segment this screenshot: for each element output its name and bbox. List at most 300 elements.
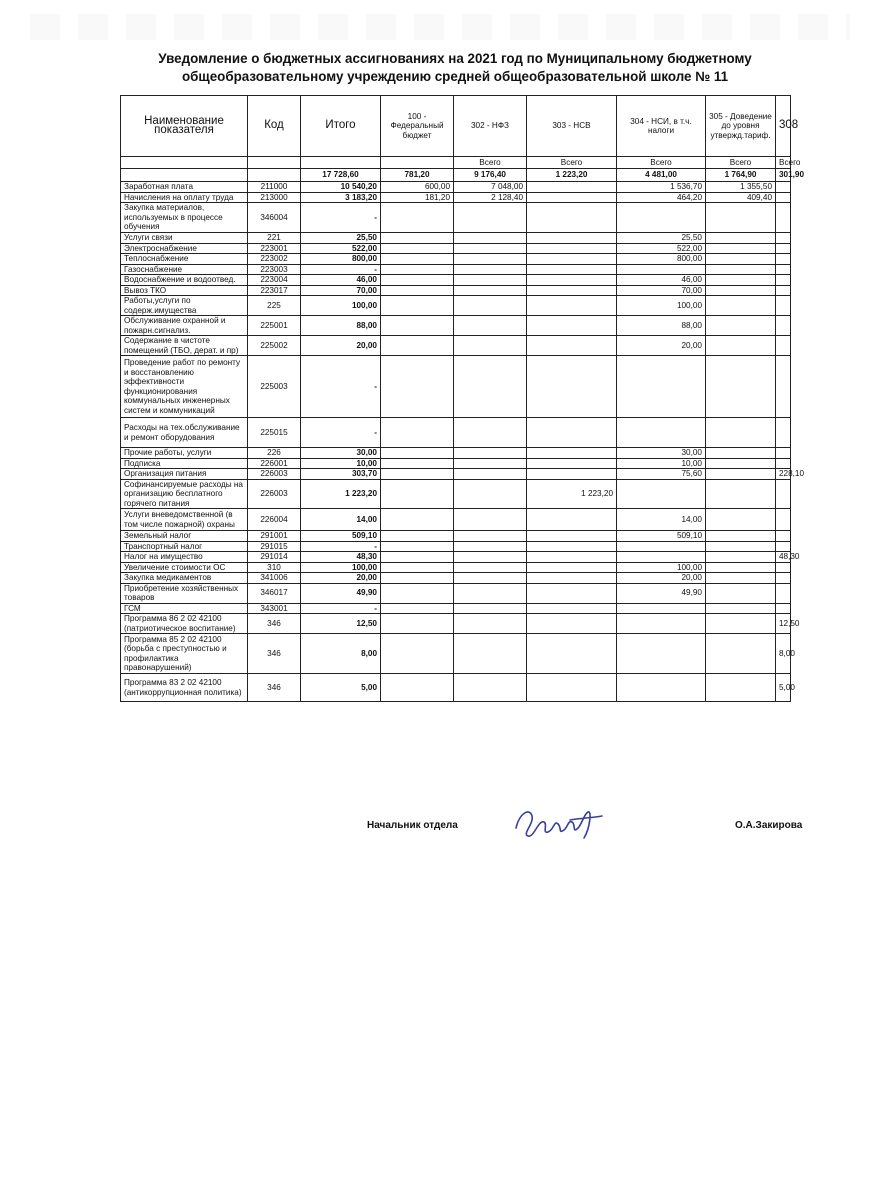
row-nsv [527,583,617,603]
row-total: 509,10 [301,531,381,542]
row-nsv [527,634,617,674]
row-nsv [527,418,617,448]
row-code: 346 [248,634,301,674]
row-federal [381,458,454,469]
row-tariff [706,285,776,296]
table-row [121,614,791,634]
row-total: - [301,264,381,275]
row-tariff [706,316,776,336]
row-nsv [527,275,617,286]
row-name: Заработная плата [121,182,248,193]
table-row [121,541,791,552]
row-total: 49,90 [301,583,381,603]
subheader-cell: Всего [454,157,527,169]
row-federal [381,356,454,418]
column-header: Итого [301,96,381,157]
column-header: 100 - Федеральный бюджет [381,96,454,157]
table-row [121,448,791,459]
row-308 [776,192,791,203]
row-federal [381,418,454,448]
row-tariff [706,573,776,584]
row-nfz [454,418,527,448]
table-row [121,573,791,584]
row-code: 226003 [248,479,301,509]
row-nfz [454,316,527,336]
budget-table [120,95,805,702]
row-code: 225015 [248,418,301,448]
row-nfz [454,509,527,531]
row-nsv [527,448,617,459]
row-nfz [454,275,527,286]
row-nsi [617,203,706,233]
subheader-cell [301,157,381,169]
row-federal [381,243,454,254]
row-code: 291015 [248,541,301,552]
subheader-cell: Всего [617,157,706,169]
row-tariff [706,254,776,265]
table-row [121,509,791,531]
row-nsv [527,243,617,254]
row-nsv [527,192,617,203]
row-federal: 181,20 [381,192,454,203]
row-308 [776,316,791,336]
totals-row [121,169,791,182]
row-nfz [454,614,527,634]
row-nfz [454,336,527,356]
row-nsi [617,634,706,674]
row-308 [776,296,791,316]
row-federal [381,573,454,584]
table-row [121,316,791,336]
row-tariff [706,336,776,356]
table-row [121,233,791,244]
row-federal [381,275,454,286]
table-row [121,243,791,254]
row-code: 225 [248,296,301,316]
row-code: 225003 [248,356,301,418]
row-308 [776,275,791,286]
row-nsi [617,356,706,418]
row-nsi: 1 536,70 [617,182,706,193]
row-tariff [706,264,776,275]
row-federal [381,603,454,614]
row-name: Вывоз ТКО [121,285,248,296]
row-total: 3 183,20 [301,192,381,203]
row-308 [776,243,791,254]
table-row [121,203,791,233]
row-nsi: 46,00 [617,275,706,286]
row-code: 211000 [248,182,301,193]
table-row [121,418,791,448]
row-308 [776,458,791,469]
row-name: Работы,услуги по содерж.имущества [121,296,248,316]
row-nsv [527,531,617,542]
row-federal [381,634,454,674]
row-total: 100,00 [301,296,381,316]
row-nsi: 25,50 [617,233,706,244]
row-nfz [454,243,527,254]
row-federal [381,448,454,459]
row-308 [776,264,791,275]
row-total: 20,00 [301,336,381,356]
row-code: 226 [248,448,301,459]
row-name: Теплоснабжение [121,254,248,265]
row-federal [381,233,454,244]
row-code: 223003 [248,264,301,275]
row-tariff [706,531,776,542]
row-tariff [706,356,776,418]
row-nsi: 70,00 [617,285,706,296]
row-nsi: 100,00 [617,562,706,573]
row-tariff [706,562,776,573]
row-nsi: 100,00 [617,296,706,316]
row-nsi: 88,00 [617,316,706,336]
table-row [121,264,791,275]
row-nfz [454,552,527,563]
row-total: 8,00 [301,634,381,674]
column-header: 303 - НСВ [527,96,617,157]
row-nsi [617,674,706,702]
row-total: 46,00 [301,275,381,286]
row-nsv [527,552,617,563]
row-name: Проведение работ по ремонту и восстановлению эффективности функционирования коммунальных инженерных систем и коммуникаций [121,356,248,418]
row-tariff [706,552,776,563]
row-code: 221 [248,233,301,244]
row-code: 310 [248,562,301,573]
row-nsv [527,264,617,275]
row-federal [381,614,454,634]
row-name: Приобретение хозяйственных товаров [121,583,248,603]
row-code: 223004 [248,275,301,286]
row-308 [776,562,791,573]
row-name: ГСМ [121,603,248,614]
document-title: Уведомление о бюджетных ассигнованиях на 2021 год по Муниципальному бюджетному общеобразовательному учреждению средней общеобразовательной школе № 11 [158,51,752,84]
row-federal [381,285,454,296]
row-308 [776,479,791,509]
row-total: - [301,418,381,448]
row-nfz [454,674,527,702]
row-federal [381,541,454,552]
row-nsi: 464,20 [617,192,706,203]
subheader-cell: Всего [776,157,791,169]
row-code: 223002 [248,254,301,265]
row-nfz [454,603,527,614]
row-nsi [617,603,706,614]
table-row [121,603,791,614]
scan-noise [30,14,850,40]
row-nsv [527,573,617,584]
row-nsv [527,541,617,552]
row-nsv [527,296,617,316]
row-308 [776,285,791,296]
row-total: 100,00 [301,562,381,573]
row-308 [776,603,791,614]
row-tariff [706,296,776,316]
row-308: 5,00 [776,674,791,702]
table-row [121,479,791,509]
row-total: 303,70 [301,469,381,480]
row-308: 48,30 [776,552,791,563]
row-total: - [301,203,381,233]
row-name: Земельный налог [121,531,248,542]
row-name: Софинансируемые расходы на организацию бесплатного горячего питания [121,479,248,509]
row-tariff [706,243,776,254]
row-nfz [454,479,527,509]
row-total: 14,00 [301,509,381,531]
row-nsi [617,541,706,552]
row-name: Водоснабжение и водоотвед. [121,275,248,286]
row-308 [776,418,791,448]
row-name: Обслуживание охранной и пожарн.сигнализ. [121,316,248,336]
row-nfz [454,531,527,542]
row-name: Электроснабжение [121,243,248,254]
row-total: 522,00 [301,243,381,254]
table-row [121,275,791,286]
row-total: - [301,356,381,418]
row-tariff [706,674,776,702]
totals-cell: 17 728,60 [301,169,381,182]
row-name: Организация питания [121,469,248,480]
signatory-name: О.А.Закирова [735,820,803,831]
row-nsv [527,674,617,702]
row-name: Услуги связи [121,233,248,244]
row-total: 20,00 [301,573,381,584]
table-row [121,583,791,603]
row-nsi: 14,00 [617,509,706,531]
row-total: 88,00 [301,316,381,336]
row-code: 225001 [248,316,301,336]
row-308 [776,573,791,584]
row-name: Прочие работы, услуги [121,448,248,459]
row-nsi [617,552,706,563]
row-nsv [527,603,617,614]
row-federal: 600,00 [381,182,454,193]
row-nfz [454,634,527,674]
handwritten-signature [510,798,605,846]
table-row [121,634,791,674]
subheader-cell [121,157,248,169]
row-nfz: 2 128,40 [454,192,527,203]
row-federal [381,674,454,702]
row-name: Начисления на оплату труда [121,192,248,203]
row-nsv [527,182,617,193]
row-nsv [527,562,617,573]
row-nsv: 1 223,20 [527,479,617,509]
column-header: 302 - НФЗ [454,96,527,157]
row-name: Расходы на тех.обслуживание и ремонт оборудования [121,418,248,448]
row-nsv [527,233,617,244]
subheader-cell: Всего [706,157,776,169]
row-tariff [706,418,776,448]
row-nfz: 7 048,00 [454,182,527,193]
row-code: 213000 [248,192,301,203]
table-row [121,336,791,356]
row-name: Программа 86 2 02 42100 (патриотическое воспитание) [121,614,248,634]
row-tariff: 1 355,50 [706,182,776,193]
row-tariff [706,479,776,509]
row-code: 346004 [248,203,301,233]
table-row [121,562,791,573]
row-code: 291001 [248,531,301,542]
row-nsi: 509,10 [617,531,706,542]
row-tariff [706,634,776,674]
row-nfz [454,233,527,244]
row-nfz [454,285,527,296]
row-code: 226003 [248,469,301,480]
row-tariff [706,509,776,531]
row-name: Программа 83 2 02 42100 (антикоррупционная политика) [121,674,248,702]
row-code: 223001 [248,243,301,254]
column-header: 308 [776,96,791,157]
row-nsv [527,356,617,418]
row-308: 8,00 [776,634,791,674]
table-row [121,674,791,702]
column-header: Наименование показателя [121,96,248,157]
totals-cell: 9 176,40 [454,169,527,182]
row-308 [776,182,791,193]
row-total: - [301,603,381,614]
row-nfz [454,458,527,469]
row-nsi [617,479,706,509]
row-308 [776,541,791,552]
row-code: 343001 [248,603,301,614]
subheader-row [121,157,791,169]
row-308 [776,583,791,603]
row-code: 226001 [248,458,301,469]
row-nsv [527,614,617,634]
row-nfz [454,562,527,573]
row-nsv [527,254,617,265]
row-nsv [527,458,617,469]
row-tariff [706,448,776,459]
row-total: 70,00 [301,285,381,296]
row-nfz [454,254,527,265]
table-row [121,469,791,480]
totals-cell: 781,20 [381,169,454,182]
row-nsv [527,509,617,531]
row-total: 12,50 [301,614,381,634]
row-nsi: 75,60 [617,469,706,480]
table-row [121,458,791,469]
row-federal [381,296,454,316]
row-code: 291014 [248,552,301,563]
subheader-cell [248,157,301,169]
table-row [121,285,791,296]
row-federal [381,469,454,480]
row-nsi [617,264,706,275]
row-name: Содержание в чистоте помещений (ТБО, дерат. и пр) [121,336,248,356]
subheader-cell: Всего [527,157,617,169]
row-name: Подписка [121,458,248,469]
row-nfz [454,541,527,552]
row-name: Газоснабжение [121,264,248,275]
totals-cell: 1 764,90 [706,169,776,182]
subheader-cell [381,157,454,169]
row-total: 48,30 [301,552,381,563]
column-header: Код [248,96,301,157]
row-total: 10 540,20 [301,182,381,193]
row-total: 1 223,20 [301,479,381,509]
row-federal [381,264,454,275]
row-total: 30,00 [301,448,381,459]
row-federal [381,583,454,603]
row-nsi [617,418,706,448]
row-nfz [454,356,527,418]
row-308 [776,448,791,459]
table-row [121,552,791,563]
row-tariff [706,583,776,603]
row-nsv [527,285,617,296]
table-row [121,296,791,316]
row-code: 223017 [248,285,301,296]
row-tariff [706,203,776,233]
row-308 [776,254,791,265]
row-nsi: 522,00 [617,243,706,254]
table-row [121,182,791,193]
row-308 [776,356,791,418]
row-federal [381,552,454,563]
row-nfz [454,583,527,603]
row-federal [381,316,454,336]
row-tariff [706,541,776,552]
row-nsi: 49,90 [617,583,706,603]
row-name: Закупка медикаментов [121,573,248,584]
row-name: Увеличение стоимости ОС [121,562,248,573]
totals-cell: 1 223,20 [527,169,617,182]
row-tariff [706,458,776,469]
column-header: 304 - НСИ, в т.ч. налоги [617,96,706,157]
row-308: 228,10 [776,469,791,480]
row-federal [381,254,454,265]
row-total: - [301,541,381,552]
row-308 [776,203,791,233]
row-nsv [527,316,617,336]
row-code: 346 [248,614,301,634]
row-nsi: 30,00 [617,448,706,459]
row-tariff [706,614,776,634]
row-code: 226004 [248,509,301,531]
row-name: Программа 85 2 02 42100 (борьба с преступностью и профилактика правонарушений) [121,634,248,674]
row-federal [381,479,454,509]
row-federal [381,562,454,573]
totals-cell [121,169,248,182]
column-header: 305 - Доведение до уровня утвержд.тариф. [706,96,776,157]
row-total: 10,00 [301,458,381,469]
row-308 [776,233,791,244]
row-nfz [454,264,527,275]
row-nsi: 20,00 [617,336,706,356]
row-tariff [706,275,776,286]
row-name: Услуги вневедомственной (в том числе пожарной) охраны [121,509,248,531]
table-row [121,254,791,265]
row-nsi: 10,00 [617,458,706,469]
row-nfz [454,469,527,480]
row-federal [381,336,454,356]
signatory-position: Начальник отдела [367,820,458,831]
totals-cell: 4 481,00 [617,169,706,182]
row-308 [776,509,791,531]
row-nsi: 800,00 [617,254,706,265]
table-row [121,356,791,418]
row-total: 800,00 [301,254,381,265]
row-nsv [527,203,617,233]
row-308: 12,50 [776,614,791,634]
header-row [121,96,791,157]
row-total: 5,00 [301,674,381,702]
row-tariff [706,469,776,480]
row-name: Закупка материалов, используемых в процессе обучения [121,203,248,233]
totals-cell: 301,90 [776,169,791,182]
